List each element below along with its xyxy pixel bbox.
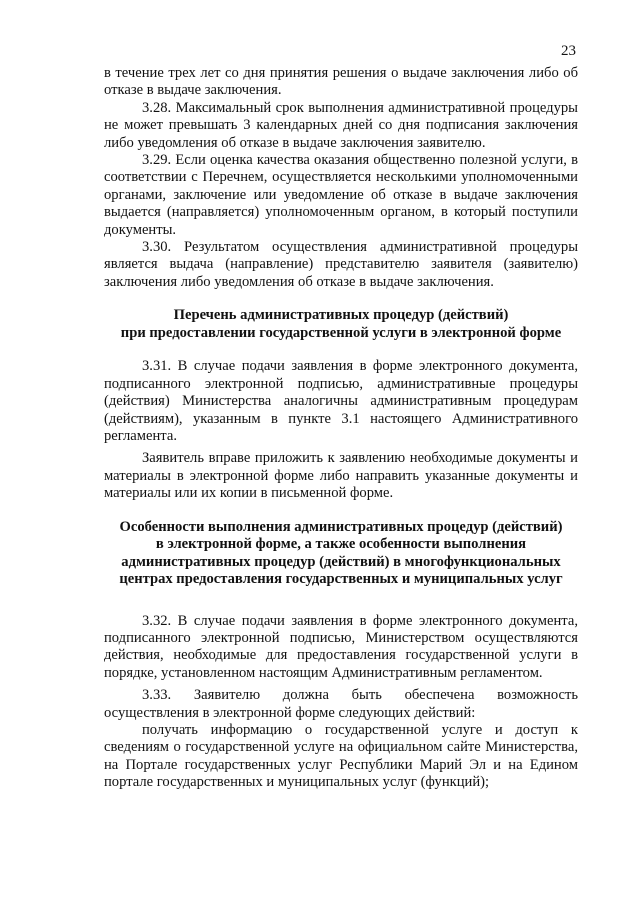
heading-line: центрах предоставления государственных и муниципальных услуг: [119, 571, 563, 588]
heading-line: в электронной форме, а также особенности выполнения: [155, 536, 527, 553]
heading-line: административных процедур (действий) в многофункциональных: [121, 553, 561, 570]
paragraph-list-item: получать информацию о государственной услуге и доступ к сведениям о государственной услуге на официальном сайте Министерства, на Портале государственных услуг Республики Марий Эл и на Едином портале государственных и муниципальных услуг (функций);: [104, 721, 578, 791]
paragraph-3-33: 3.33. Заявителю должна быть обеспечена возможность осуществления в электронной форме следующих действий:: [104, 687, 578, 721]
heading-line: Перечень административных процедур (действий): [173, 307, 509, 324]
section-heading-electronic-procedures: [104, 307, 578, 342]
paragraph-3-30: 3.30. Результатом осуществления административной процедуры является выдача (направление) представителю заявителя (заявителю) заключения либо уведомления об отказе в выдаче заключения.: [104, 239, 578, 290]
section-heading-mfc-features: [104, 519, 578, 589]
heading-line: Особенности выполнения административных процедур (действий): [119, 518, 563, 535]
document-body: [104, 65, 578, 792]
heading-line: при предоставлении государственной услуги в электронной форме: [120, 324, 562, 341]
paragraph-3-32: 3.32. В случае подачи заявления в форме электронного документа, подписанного электронной подписью, Министерством осуществляются действия, необходимые для предоставления государственной услуги в порядке, установленном настоящим Административным регламентом.: [104, 612, 578, 681]
paragraph-applicant-rights: Заявитель вправе приложить к заявлению необходимые документы и материалы в электронной форме либо направить указанные документы и материалы или их копии в письменной форме.: [104, 450, 578, 502]
paragraph-3-28: 3.28. Максимальный срок выполнения административной процедуры не может превышать 3 календарных дней со дня подписания заключения либо уведомления об отказе в выдаче заключения заявителю.: [104, 99, 578, 151]
page-number: 23: [561, 43, 576, 59]
paragraph-3-31: 3.31. В случае подачи заявления в форме электронного документа, подписанного электронной подписью, административные процедуры (действия) Министерства аналогичны административным процедурам (действиям), указанным в пункте 3.1 настоящего Административного регламента.: [104, 358, 578, 444]
paragraph-3-29: 3.29. Если оценка качества оказания общественно полезной услуги, в соответствии с Перечнем, осуществляется несколькими уполномоченными органами, заключение или уведомление об отказе в выдаче заключения выдается (направляется) уполномоченным органом, в который поступили документы.: [104, 152, 578, 238]
paragraph-continuation: в течение трех лет со дня принятия решения о выдаче заключения либо об отказе в выдаче заключения.: [104, 65, 578, 99]
